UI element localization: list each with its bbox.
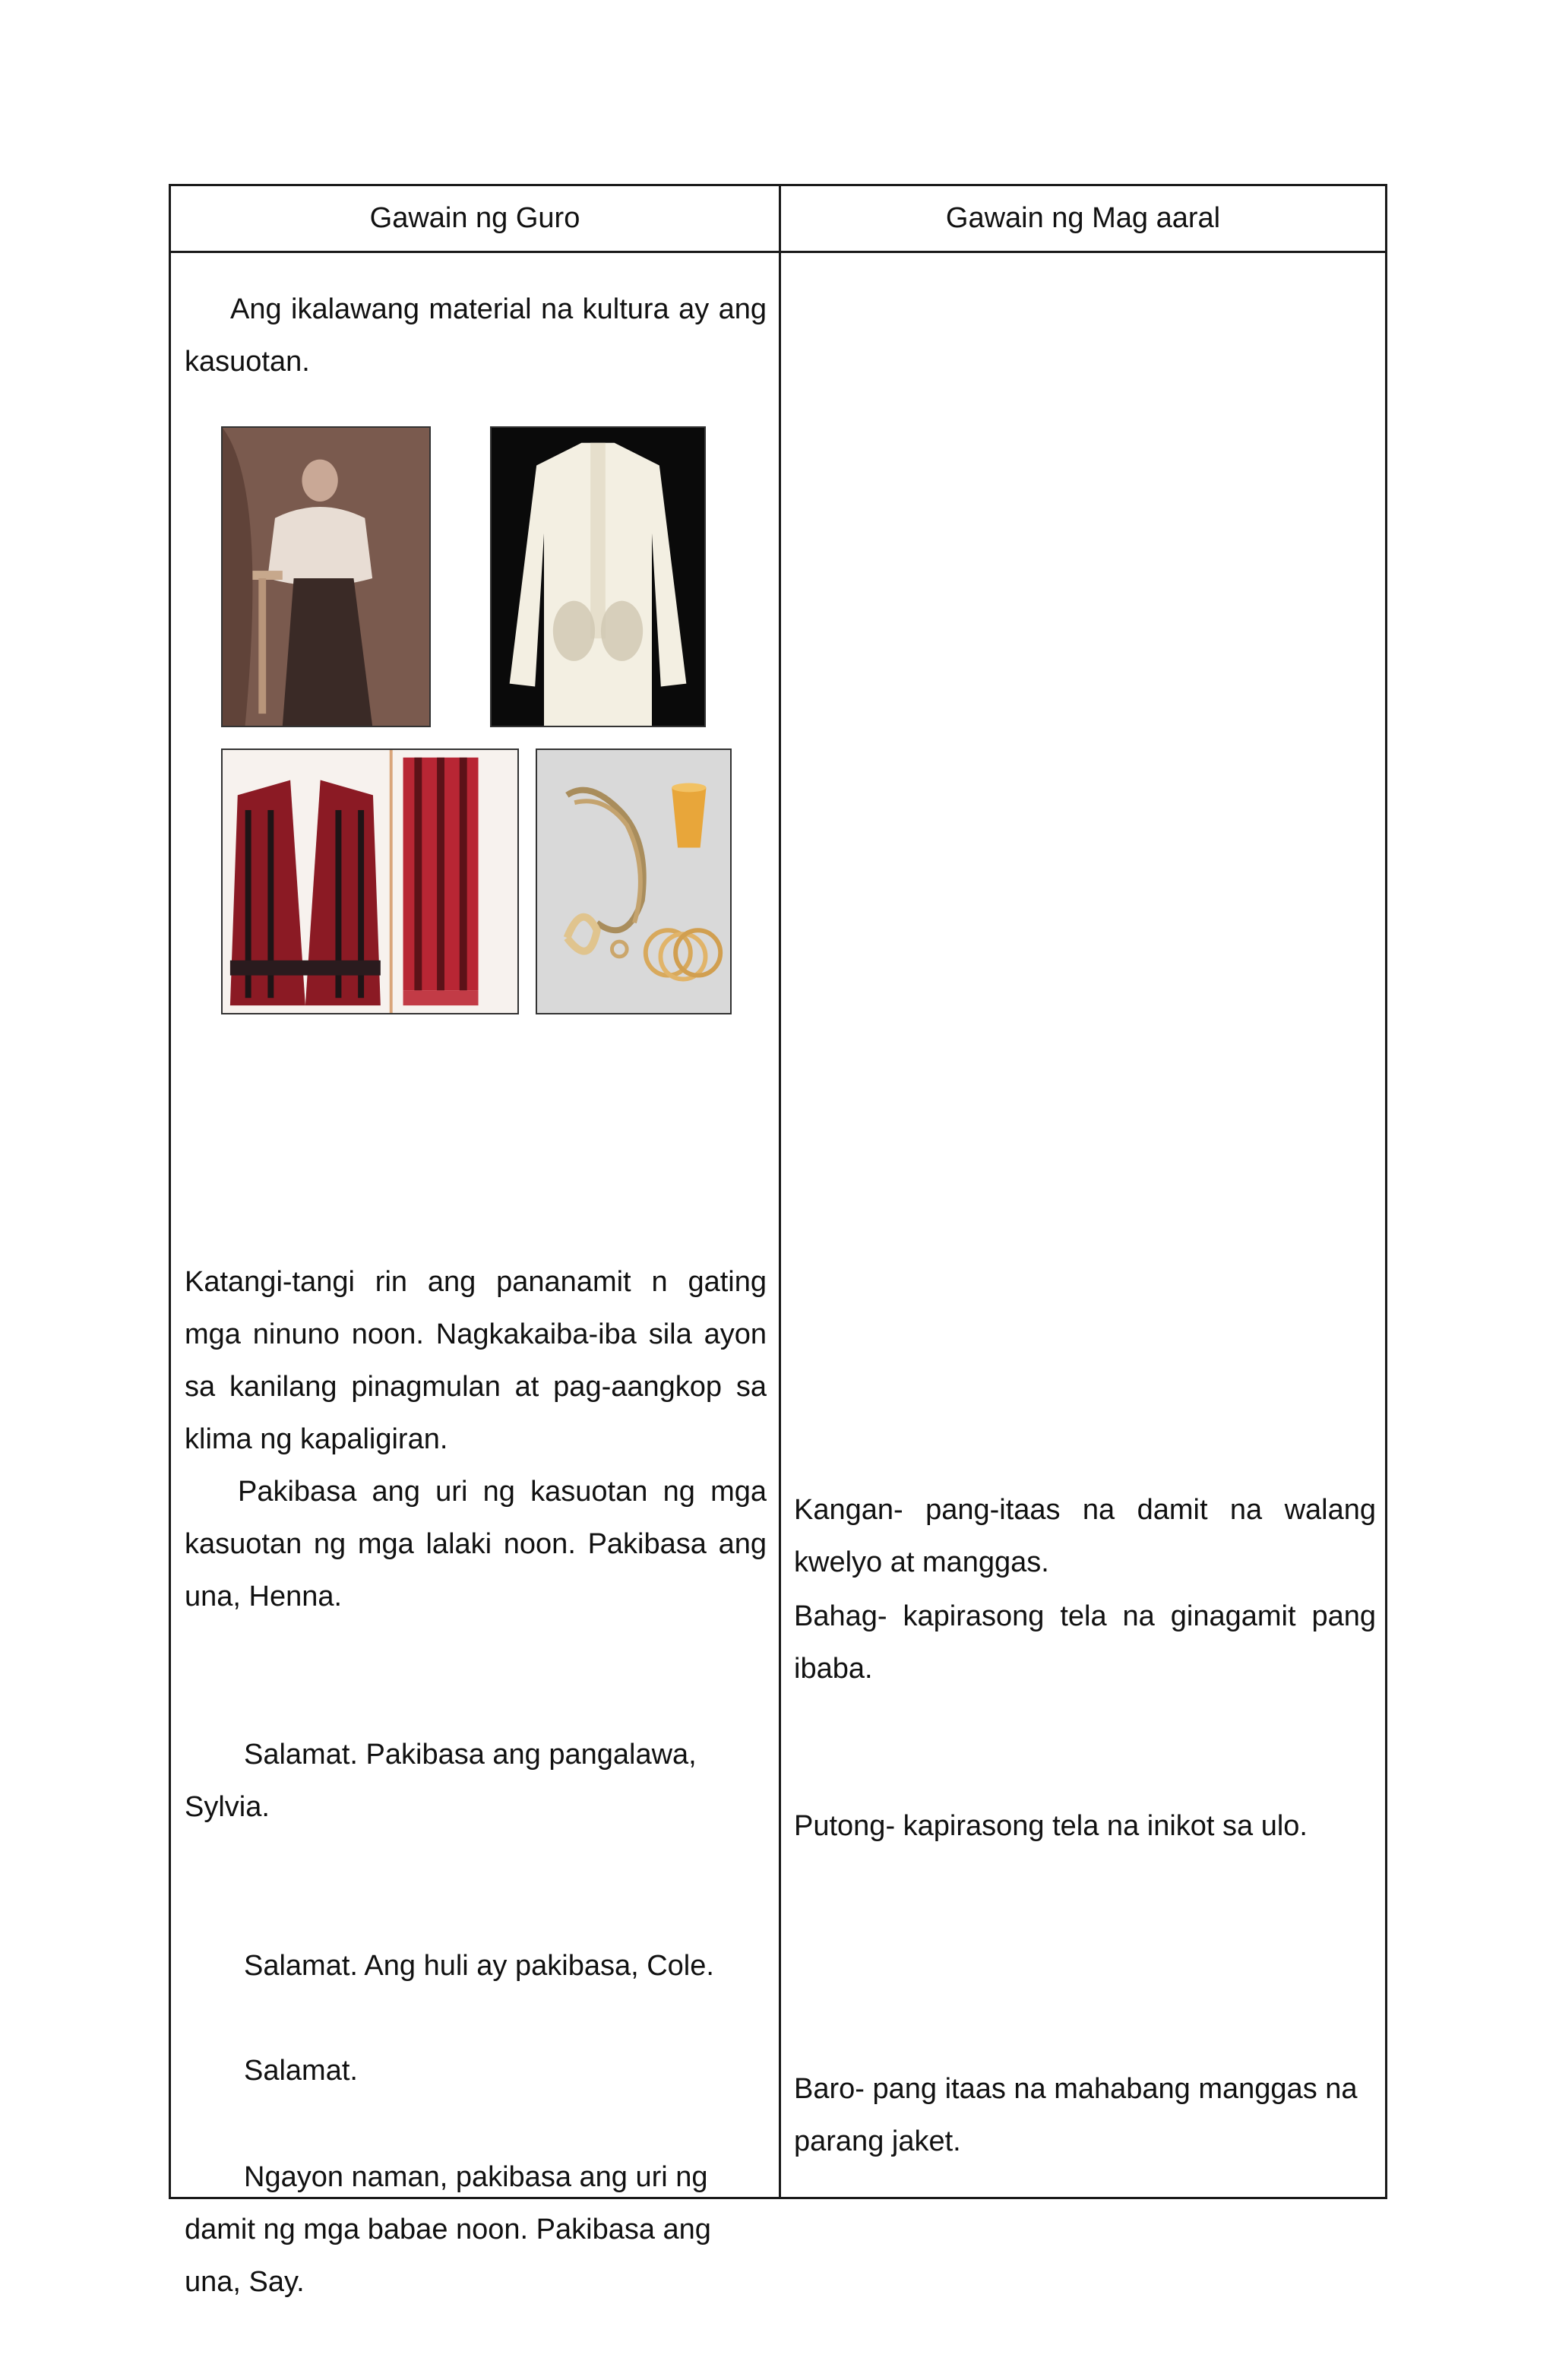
lesson-table [169,184,1387,2298]
photo-gold-jewelry [536,748,732,1014]
teacher-intro-text: Ang ikalawang material na kultura ay ang kasuotan. [185,293,767,378]
header-teacher-activity: Gawain ng Guro [369,202,580,234]
teacher-prompt-cole: Salamat. Ang huli ay pakibasa, Cole. [244,1950,714,1982]
photo-traditional-dress-woman [221,426,431,727]
student-answer-bahag: Bahag- kapirasong tela na ginagamit pang ibaba. [794,1600,1376,1685]
photo-barong-tagalog [490,426,706,727]
teacher-women-clothing-prompt: Ngayon naman, pakibasa ang uri ng damit ng mga babae noon. Pakibasa ang una, Say. [185,2161,711,2298]
student-answer-putong: Putong- kapirasong tela na inikot sa ulo. [794,1810,1308,1842]
teacher-clothing-description: Katangi-tangi rin ang pananamit n gating mga ninuno noon. Nagkakaiba-iba sila ayon sa kanilang pinagmulan at pag-aangkop sa klima ng kapaligiran. [185,1266,767,1455]
teacher-prompt-sylvia: Salamat. Pakibasa ang pangalawa, Sylvia. [185,1739,697,1823]
photo-woven-vest-and-cloth [221,748,519,1014]
teacher-men-clothing-prompt: Pakibasa ang uri ng kasuotan ng mga kasuotan ng mga lalaki noon. Pakibasa ang una, Henna. [185,1476,767,1613]
header-student-activity: Gawain ng Mag aaral [945,202,1221,234]
column-divider [779,186,781,2197]
student-answer-kangan: Kangan- pang-itaas na damit na walang kwelyo at manggas. [794,1494,1376,1578]
student-answer-baro: Baro- pang itaas na mahabang manggas na parang jaket. [794,2073,1358,2157]
teacher-thanks: Salamat. [244,2055,358,2087]
table-header-row [171,186,1385,253]
